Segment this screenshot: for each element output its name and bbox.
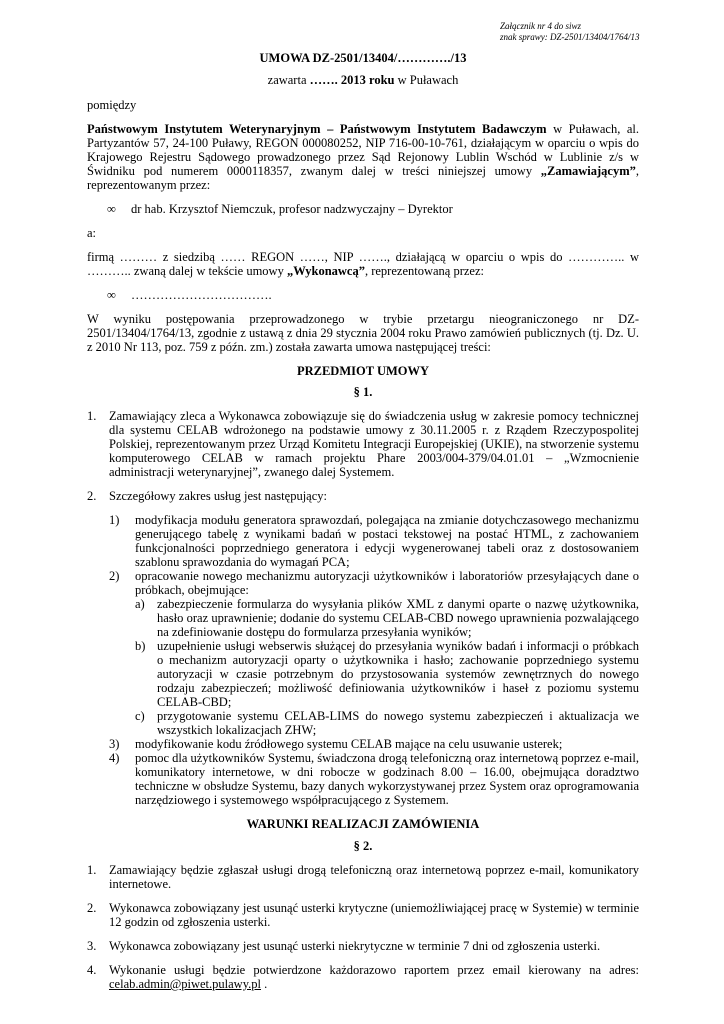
- section1-heading: PRZEDMIOT UMOWY: [296, 364, 430, 378]
- party1-text: w Puławach, al. Partyzantów 57, 24-100 Puławy, REGON 000080252, NIP 716-00-10-761, działającym w oparciu o wpis do Krajowego Rejestru Sądowego prowadzonego przez Sąd Rejonowy Lublin Wschód w Lublinie z/s w Świdniku pod numerem 0000118357, zwanym dalej w treści niniejszej umowy: [87, 122, 639, 178]
- attachment-note: [500, 21, 640, 43]
- scope-item-3: [87, 737, 639, 751]
- letter-text: uzupełnienie usługi webserwis służącej do przesyłania wyników badań i informacji o próbkach o mechanizm autoryzacji oparty o użytkownika i hasło; zachowanie poprzedniego systemu autoryzacji w czasie potrzebnym do przystosowania systemów zewnętrznych do nowego rodzaju zabezpieczeń; możliwość definiowania użytkowników i haseł z poziomu systemu CELAB-CBD;: [157, 639, 639, 709]
- section2-item-4: [87, 963, 639, 991]
- attachment-note-line1: Załącznik nr 4 do siwz: [500, 21, 582, 31]
- subitem-number: 2): [109, 569, 120, 583]
- item-text: Wykonawca zobowiązany jest usunąć usterki krytyczne (uniemożliwiającej pracę w Systemie) w terminie 12 godzin od zgłoszenia usterki.: [109, 901, 639, 929]
- intro-paragraph: W wyniku postępowania przeprowadzonego w trybie przetargu nieograniczonego nr DZ-2501/13404/1764/13, zgodnie z ustawą z dnia 29 stycznia 2004 roku Prawo zamówień publicznych (tj. Dz. U. z 2010 Nr 113, poz. 759 z późn. zm.) została zawarta umowa następującej treści:: [87, 312, 639, 354]
- item-number: 2.: [87, 489, 97, 503]
- infinity-bullet-icon: ∞: [107, 288, 116, 302]
- concluded-suffix: w Puławach: [394, 73, 459, 87]
- party2-paragraph: [87, 250, 639, 278]
- party1-after: , reprezentowanym przez:: [87, 164, 639, 192]
- representative-1-text: dr hab. Krzysztof Niemczuk, profesor nadzwyczajny – Dyrektor: [131, 202, 453, 216]
- concluded-line: [87, 73, 639, 87]
- letter-number: a): [135, 597, 145, 611]
- scope-item-2c: [87, 709, 639, 737]
- contract-title: UMOWA DZ-2501/13404/…………./13: [259, 51, 467, 65]
- item-text: Wykonanie usługi będzie potwierdzone każdorazowo raportem przez email kierowany na adres:: [109, 963, 639, 977]
- subitem-number: 1): [109, 513, 120, 527]
- concluded-date: ……. 2013 roku: [309, 73, 395, 87]
- subitem-text: opracowanie nowego mechanizmu autoryzacji użytkowników i laboratoriów przesyłających dane o próbkach, obejmujące:: [135, 569, 639, 597]
- party1-role: „Zamawiającym”: [540, 164, 636, 178]
- subitem-text: modyfikacja modułu generatora sprawozdań, polegająca na zmianie dotychczasowego mechanizmu generującego tabelę z wynikami badań w postaci tekstowej na postać HTML, z zachowaniem funkcjonalności poprzedniego generatora i edycji wygenerowanej tabeli oraz z dostosowaniem szablonu sprawozdania do wymagań PCA;: [135, 513, 639, 569]
- item-number: 1.: [87, 409, 97, 423]
- section1-item-2: [87, 489, 639, 503]
- letter-text: przygotowanie systemu CELAB-LIMS do nowego systemu zabezpieczeń i aktualizacja we wszystkich lokalizacjach ZHW;: [157, 709, 639, 737]
- party2-role: „Wykonawcą”: [286, 264, 365, 278]
- infinity-bullet-icon: ∞: [107, 202, 116, 216]
- email-link[interactable]: celab.admin@piwet.pulawy.pl: [109, 977, 261, 991]
- letter-number: c): [135, 709, 145, 723]
- section2-item-1: [87, 863, 639, 891]
- subitem-text: pomoc dla użytkowników Systemu, świadczona drogą telefoniczną oraz internetową poprzez e-mail, komunikatory internetowe, w dni robocze w godzinach 8.00 – 16.00, obejmująca doradztwo techniczne w obsłudze Systemu, bazy danych wykorzystywanej przez System oraz oprogramowania narzędziowego i systemowego współpracującego z Systemem.: [135, 751, 639, 807]
- representative-1: [87, 202, 639, 216]
- subitem-number: 4): [109, 751, 120, 765]
- item-number: 4.: [87, 963, 97, 977]
- item-text: Zamawiający będzie zgłaszał usługi drogą telefoniczną oraz internetową poprzez e-mail, komunikatory internetowe.: [109, 863, 639, 891]
- item-number: 1.: [87, 863, 97, 877]
- representative-2: [87, 288, 639, 302]
- section1-item-1: [87, 409, 639, 479]
- section2-heading: WARUNKI REALIZACJI ZAMÓWIENIA: [246, 817, 480, 831]
- item-number: 2.: [87, 901, 97, 915]
- scope-item-4: [87, 751, 639, 807]
- item-text: Wykonawca zobowiązany jest usunąć usterki niekrytyczne w terminie 7 dni od zgłoszenia usterki.: [109, 939, 601, 953]
- scope-item-1: [87, 513, 639, 569]
- representative-2-text: …………………………….: [131, 288, 272, 302]
- section1-paragraph-sign: § 1.: [353, 385, 373, 399]
- concluded-prefix: zawarta: [267, 73, 310, 87]
- section2-item-3: [87, 939, 639, 953]
- party2-text: firmą ……… z siedzibą …… REGON ……, NIP ……., działającą w oparciu o wpis do ………….. w ……….. zwaną dalej w tekście umowy: [87, 250, 639, 278]
- between-label: pomiędzy: [87, 98, 137, 112]
- email-after: .: [260, 977, 268, 991]
- document-body: [87, 51, 639, 991]
- party2-after: , reprezentowaną przez:: [364, 264, 484, 278]
- scope-item-2b: [87, 639, 639, 709]
- letter-number: b): [135, 639, 146, 653]
- letter-text: zabezpieczenie formularza do wysyłania plików XML z danymi oparte o nazwę użytkownika, hasło oraz uprawnienie; dodanie do systemu CELAB-CBD nowego uprawnienia pozwalającego na zdefiniowanie dostępu do formularza przesyłania wyników;: [157, 597, 639, 639]
- section2-item-2: [87, 901, 639, 929]
- party1-paragraph: [87, 122, 639, 192]
- item-number: 3.: [87, 939, 97, 953]
- item-text: Zamawiający zleca a Wykonawca zobowiązuje się do świadczenia usług w zakresie pomocy technicznej dla systemu CELAB wdrożonego na podstawie umowy z 30.11.2005 r. z Rządem Rzeczypospolitej Polskiej, reprezentowanym przez Urząd Komitetu Integracji Europejskiej (UKIE), na stworzenie systemu komputerowego CELAB w ramach projektu Phare 2003/004-379/04.01.01 – „Wzmocnienie administracji weterynaryjnej”, zwanego dalej Systemem.: [109, 409, 639, 479]
- subitem-text: modyfikowanie kodu źródłowego systemu CELAB mające na celu usuwanie usterek;: [135, 737, 563, 751]
- scope-item-2a: [87, 597, 639, 639]
- item-text: Szczegółowy zakres usług jest następujący:: [109, 489, 327, 503]
- scope-item-2: [87, 569, 639, 597]
- subitem-number: 3): [109, 737, 120, 751]
- section2-paragraph-sign: § 2.: [353, 839, 373, 853]
- and-label: a:: [87, 226, 97, 240]
- party1-name: Państwowym Instytutem Weterynaryjnym – Państwowym Instytutem Badawczym: [87, 122, 547, 136]
- attachment-note-line2: znak sprawy: DZ-2501/13404/1764/13: [500, 32, 640, 42]
